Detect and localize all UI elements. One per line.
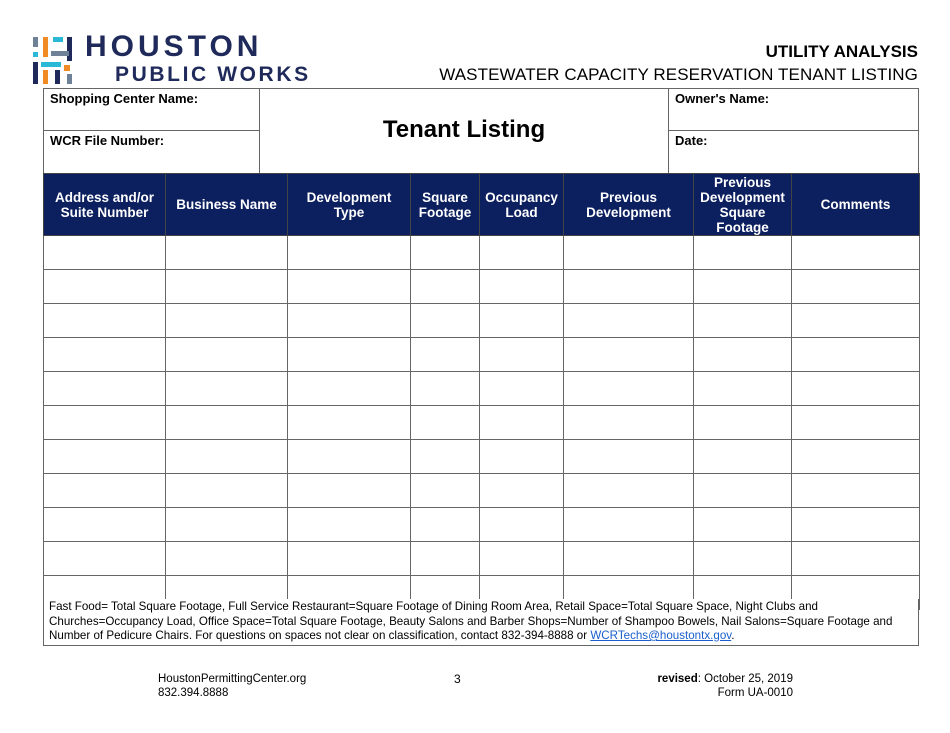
table-cell[interactable] (792, 236, 920, 270)
date-label: Date: (675, 133, 708, 148)
table-cell[interactable] (480, 474, 564, 508)
table-cell[interactable] (792, 372, 920, 406)
table-cell[interactable] (288, 304, 411, 338)
tenant-listing-title: Tenant Listing (382, 116, 546, 143)
column-header-development-type: Development Type (288, 174, 411, 236)
shopping-center-name-field[interactable] (43, 88, 260, 131)
table-cell[interactable] (411, 508, 480, 542)
table-cell[interactable] (411, 372, 480, 406)
shopping-center-name-label: Shopping Center Name: (50, 91, 199, 106)
column-header-occupancy-load: Occupancy Load (480, 174, 564, 236)
table-cell[interactable] (694, 304, 792, 338)
table-cell[interactable] (792, 542, 920, 576)
table-cell[interactable] (288, 406, 411, 440)
column-header-comments: Comments (792, 174, 920, 236)
table-cell[interactable] (44, 474, 166, 508)
table-cell[interactable] (480, 304, 564, 338)
form-number: Form UA-0010 (717, 687, 793, 699)
table-cell[interactable] (411, 406, 480, 440)
table-row (44, 508, 920, 542)
table-cell[interactable] (166, 542, 288, 576)
revised-date: : October 25, 2019 (697, 673, 793, 685)
table-cell[interactable] (694, 406, 792, 440)
table-cell[interactable] (792, 304, 920, 338)
table-cell[interactable] (792, 440, 920, 474)
table-cell[interactable] (480, 270, 564, 304)
table-cell[interactable] (44, 508, 166, 542)
table-cell[interactable] (288, 508, 411, 542)
table-cell[interactable] (480, 372, 564, 406)
table-cell[interactable] (792, 474, 920, 508)
footer-contact (158, 672, 306, 700)
table-row (44, 338, 920, 372)
note-text: Fast Food= Total Square Footage, Full Service Restaurant=Square Footage of Dining Room Area, Retail Space=Total Square Space, Night Clubs and Churches=Occupancy Load, Office Space=Total Square Footage, Beauty Salons and Barber Shops=Number of Shampoo Bowels, Nail Salons=Square Footage and Number of Pedicure Chairs. For questions on spaces not clear on classification, contact 832-394-8888 or (49, 600, 893, 642)
table-cell[interactable] (480, 406, 564, 440)
document-title: UTILITY ANALYSIS (765, 42, 918, 61)
table-cell[interactable] (564, 304, 694, 338)
table-cell[interactable] (166, 304, 288, 338)
table-cell[interactable] (694, 236, 792, 270)
table-cell[interactable] (288, 270, 411, 304)
document-subtitle: WASTEWATER CAPACITY RESERVATION TENANT LISTING (439, 65, 918, 84)
column-header-business-name: Business Name (166, 174, 288, 236)
table-cell[interactable] (166, 406, 288, 440)
page-number: 3 (454, 672, 461, 686)
table-cell[interactable] (166, 372, 288, 406)
wcr-file-number-field[interactable] (43, 130, 260, 174)
table-cell[interactable] (564, 372, 694, 406)
note-end: . (731, 629, 735, 642)
table-row (44, 236, 920, 270)
footer-website: HoustonPermittingCenter.org (158, 673, 307, 685)
wcr-file-number-label: WCR File Number: (50, 133, 165, 148)
table-cell[interactable] (480, 440, 564, 474)
column-header-previous-development: Previous Development (564, 174, 694, 236)
table-cell[interactable] (166, 508, 288, 542)
table-cell[interactable] (694, 440, 792, 474)
table-cell[interactable] (44, 338, 166, 372)
footer-revision (657, 672, 793, 700)
table-cell[interactable] (792, 406, 920, 440)
table-cell[interactable] (564, 474, 694, 508)
column-header-address: Address and/or Suite Number (44, 174, 166, 236)
table-cell[interactable] (166, 338, 288, 372)
table-cell[interactable] (166, 270, 288, 304)
tenant-listing-header (259, 88, 669, 174)
table-row (44, 542, 920, 576)
table-cell[interactable] (564, 508, 694, 542)
table-cell[interactable] (411, 304, 480, 338)
owners-name-field[interactable] (668, 88, 919, 131)
table-cell[interactable] (166, 440, 288, 474)
table-row (44, 270, 920, 304)
table-cell[interactable] (411, 542, 480, 576)
table-cell[interactable] (166, 474, 288, 508)
table-cell[interactable] (564, 440, 694, 474)
table-cell[interactable] (288, 440, 411, 474)
email-link[interactable]: WCRTechs@houstontx.gov (590, 629, 732, 642)
table-cell[interactable] (564, 542, 694, 576)
table-cell[interactable] (288, 236, 411, 270)
revised-label: revised (657, 673, 698, 685)
table-row (44, 406, 920, 440)
table-cell[interactable] (564, 270, 694, 304)
table-cell[interactable] (792, 508, 920, 542)
table-cell[interactable] (694, 338, 792, 372)
table-cell[interactable] (411, 270, 480, 304)
table-cell[interactable] (44, 372, 166, 406)
table-row (44, 474, 920, 508)
logo-text-houston: HOUSTON (85, 30, 263, 63)
table-cell[interactable] (44, 270, 166, 304)
table-cell[interactable] (44, 406, 166, 440)
table-cell[interactable] (480, 338, 564, 372)
column-header-previous-development-square-footage: Previous Development Square Footage (694, 174, 792, 236)
table-cell[interactable] (694, 372, 792, 406)
logo-mark-icon (33, 34, 75, 86)
table-cell[interactable] (288, 542, 411, 576)
classification-note (43, 599, 919, 646)
footer-phone: 832.394.8888 (158, 687, 229, 699)
table-cell[interactable] (288, 474, 411, 508)
table-cell[interactable] (480, 508, 564, 542)
table-cell[interactable] (792, 338, 920, 372)
table-cell[interactable] (694, 508, 792, 542)
houston-public-works-logo (33, 30, 311, 86)
table-cell[interactable] (792, 270, 920, 304)
table-cell[interactable] (44, 542, 166, 576)
table-cell[interactable] (411, 338, 480, 372)
table-cell[interactable] (694, 542, 792, 576)
table-row (44, 440, 920, 474)
date-field[interactable] (668, 130, 919, 174)
table-cell[interactable] (288, 372, 411, 406)
owners-name-label: Owner's Name: (675, 91, 770, 106)
table-cell[interactable] (480, 236, 564, 270)
table-cell[interactable] (411, 236, 480, 270)
table-cell[interactable] (166, 236, 288, 270)
logo-text-public-works: PUBLIC WORKS (115, 63, 311, 86)
table-cell[interactable] (694, 474, 792, 508)
table-row (44, 304, 920, 338)
table-header-row (44, 174, 920, 236)
tenant-table (43, 173, 920, 610)
table-cell[interactable] (480, 542, 564, 576)
table-cell[interactable] (411, 474, 480, 508)
table-cell[interactable] (44, 236, 166, 270)
table-cell[interactable] (564, 338, 694, 372)
table-cell[interactable] (288, 338, 411, 372)
table-cell[interactable] (411, 440, 480, 474)
column-header-square-footage: Square Footage (411, 174, 480, 236)
table-cell[interactable] (564, 236, 694, 270)
table-cell[interactable] (694, 270, 792, 304)
table-cell[interactable] (44, 440, 166, 474)
table-cell[interactable] (564, 406, 694, 440)
table-cell[interactable] (44, 304, 166, 338)
table-row (44, 372, 920, 406)
